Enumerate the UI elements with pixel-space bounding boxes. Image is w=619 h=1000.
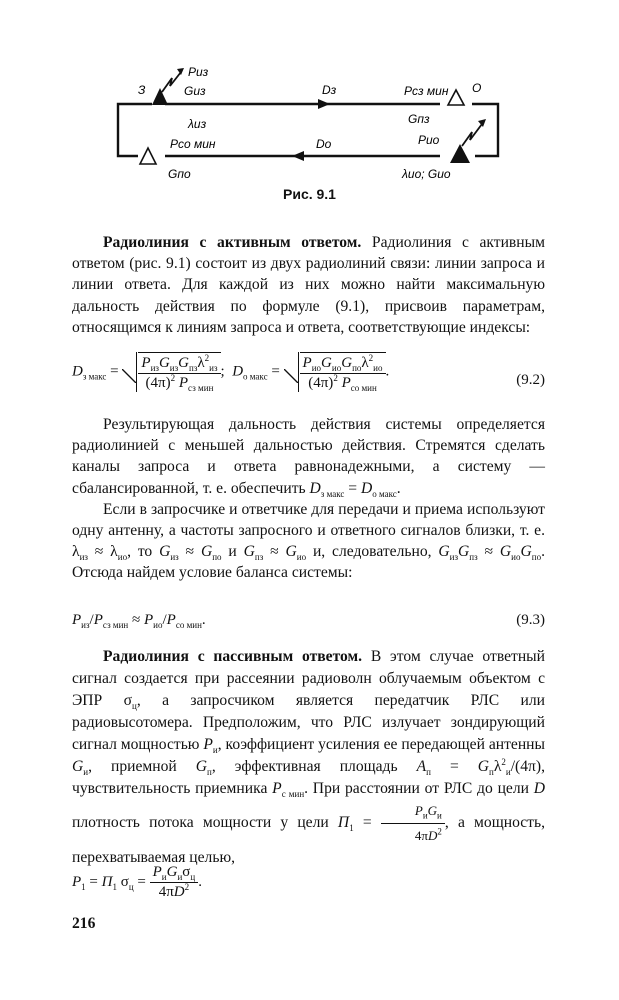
label-g-po: Gпо [168, 167, 191, 181]
arrow-response-left-icon [292, 151, 304, 161]
figure-9-1 [0, 0, 619, 185]
heading-active-response: Радиолиния с активным ответом. [103, 234, 362, 251]
page-number: 216 [72, 915, 96, 932]
radiation-zigzag-icon-right [462, 124, 482, 146]
paragraph-4-t3: , коэффициент усиления ее передающей антенны [217, 736, 546, 753]
label-lambda-iz: λиз [188, 117, 207, 131]
paragraph-2-text: Результирующая дальность действия системы определяется радиолинией с меньшей дальностью действия. Стремятся сделать каналы запроса и ответа равнонадежными, а систему — сбалансированной, т. е. обеспечить [72, 416, 545, 497]
paragraph-4-t7: . При расстоянии от РЛС до цели [304, 780, 529, 797]
label-p-czmin: Pсз мин [404, 84, 449, 98]
equation-9-3: $P_{из}/P_{сз мин} \approx P_{ио}/P_{со мин}$. [72, 612, 206, 630]
paragraph-active-link [72, 232, 545, 338]
paragraph-3-line2: и, следовательно, [312, 543, 432, 561]
paragraph-3-to: , то [127, 543, 153, 561]
paragraph-passive-link: Радиолиния с пассивным ответом. В этом случае ответный сигнал создается при рассеянии радиоволн облучаемым объектом с ЭПР $\sigma_ц$, а запросчиком является передатчик РЛС или радиовысотомера. Предположим, что РЛС излучает зондирующий сигнал мощностью $P_и$, коэффициент усиления ее передающей антенны $G_и$, приемной $G_п$, эффективная площадь $A_п = G_п\lambda^2_и/(4\pi)$, чувствительность приемника $P_{с мин}$. При расстоянии от РЛС до цели D плотность потока мощности у цели $П_1$ = $\frac{P_иG_и}{4\pi D^2}$ , а мощность, перехватываемая целью, [72, 648, 546, 866]
equation-9-2: $D_{з макс}$ = $\frac{P_{из}G_{из}G_{пз}\lambda^2_{из}}{(4\pi)^2 P_{сз мин}}$ ; $D_{о макс}$ = $\frac{P_{ио}G_{ио}G_{по}\lambda^2_{ио}}{(4\pi)^2 P_{со мин}}$ . [72, 353, 390, 393]
label-p-comin: Pсо мин [170, 137, 216, 151]
label-p-io: Pио [418, 133, 440, 147]
paragraph-4-t4: , приемной [88, 758, 177, 775]
label-d-z: Dз [322, 83, 337, 97]
paragraph-3-line3: . Отсюда найдем условие баланса системы: [72, 543, 545, 582]
paragraph-3-line1: Если в запросчике и ответчике для передачи и приема используют одну антенну, а частоты запросного и ответного сигналов близки, т. е. [72, 500, 545, 540]
paragraph-4-t8: плотность потока мощности у цели [72, 814, 329, 832]
target-receive-antenna-icon [448, 90, 464, 105]
paragraph-4-t1: В этом случае ответный сигнал создается при рассеянии радиоволн облучаемым объектом с ЭПР [72, 648, 546, 709]
paragraph-4-t9: , а мощность, перехватываемая целью, [72, 814, 545, 866]
paragraph-4-t2: , а запросчиком является передатчик РЛС или радиовысотомера. Предположим, что РЛС излучает зондирующий сигнал мощностью [72, 692, 545, 753]
equation-9-2-number: (9.2) [516, 372, 545, 388]
interrogator-antenna-icon [152, 88, 168, 105]
radiation-arrowhead-right [478, 119, 486, 127]
paragraph-1-body: Радиолиния с активным ответом (рис. 9.1) состоит из двух радиолиний связи: линии запроса и линии ответа. Для каждой из них можно найти максимальную дальность действия по формуле (9.1), присвоив параметрам, относящимся к линиям запроса и ответа, соответствующие индексы: [72, 234, 545, 336]
equation-p1: $P_1 = П_1$ $\sigma_ц$ = $\frac{P_иG_и\sigma_ц}{4\pi D^2}$ . [72, 864, 202, 900]
interrogator-receive-antenna-icon [140, 148, 156, 164]
label-p-iz: Pиз [188, 65, 209, 79]
loop-top-line [118, 104, 152, 156]
label-d-o: Dо [316, 137, 332, 151]
paragraph-3-and: и [228, 543, 237, 561]
heading-passive-response: Радиолиния с пассивным ответом. [103, 648, 363, 665]
label-g-pz: Gпз [408, 112, 430, 126]
label-responder: О [472, 81, 482, 95]
radiation-arrowhead-left [177, 68, 184, 75]
label-lambda-g-io: λио; Gио [402, 167, 451, 181]
loop-right-line [472, 104, 498, 156]
radiation-zigzag-icon-left [162, 72, 181, 92]
label-interrogator: З [138, 83, 146, 97]
paragraph-4-t5: , эффективная площадь [211, 758, 398, 775]
label-g-iz: Gиз [184, 84, 206, 98]
transponder-antenna-icon [450, 144, 470, 163]
arrow-request-right-icon [318, 99, 330, 109]
equation-9-3-number: (9.3) [516, 612, 545, 628]
paragraph-4-t6: , чувствительность приемника [72, 758, 546, 797]
figure-caption: Рис. 9.1 [283, 186, 336, 202]
paragraph-balance: Результирующая дальность действия системы определяется радиолинией с меньшей дальностью действия. Стремятся сделать каналы запроса и ответа равнонадежными, а систему — сбалансированной, т. е. обеспечить $D_{з макс} = D_{о макс}$. Если в запросчике и ответчике для передачи и приема используют одну антенну, а частоты запросного и ответного сигналов близки, т. е. $\lambda_{из} \approx \lambda_{ио}$, то $G_{из} \approx G_{по}$ и $G_{пз} \approx G_{ио}$ и, следовательно, $G_{из}G_{пз} \approx G_{ио}G_{по}$. Отсюда найдем условие баланса системы: [72, 416, 545, 582]
